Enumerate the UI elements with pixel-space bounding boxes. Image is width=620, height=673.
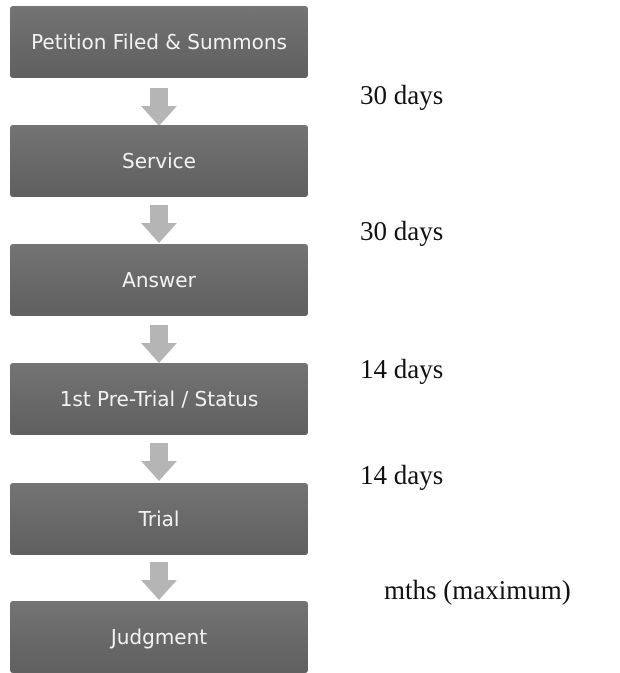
step-label: Answer [122, 268, 196, 292]
step-label: Service [122, 149, 196, 173]
duration-label: mths (maximum) [384, 575, 571, 605]
step-trial [10, 483, 308, 555]
duration-label: 14 days [360, 460, 444, 490]
down-arrow-icon [141, 443, 177, 481]
down-arrow-icon [141, 325, 177, 363]
step-label: 1st Pre-Trial / Status [59, 387, 259, 411]
step-judgment [10, 601, 308, 673]
down-arrow-icon [141, 562, 177, 600]
step-label: Trial [138, 507, 180, 531]
step-service [10, 125, 308, 197]
step-label: Judgment [110, 625, 208, 649]
step-answer [10, 244, 308, 316]
step-petition-filed-summons [10, 6, 308, 78]
step-label: Petition Filed & Summons [31, 30, 287, 54]
duration-label: 14 days [360, 354, 444, 384]
step-pre-trial-status [10, 363, 308, 435]
down-arrow-icon [141, 205, 177, 243]
duration-label: 30 days [360, 216, 444, 246]
down-arrow-icon [141, 88, 177, 126]
duration-label: 30 days [360, 80, 444, 110]
